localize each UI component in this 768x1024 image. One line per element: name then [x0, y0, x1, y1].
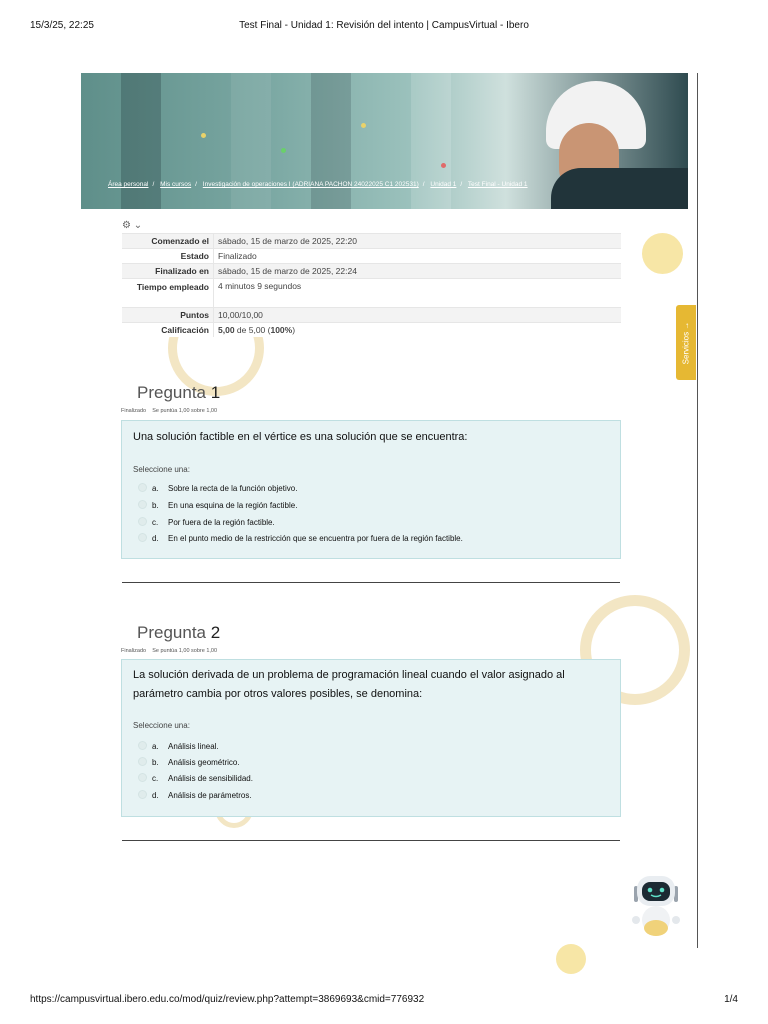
question-text: La solución derivada de un problema de programación lineal cuando el valor asignado al parámetro cambia por otros valores posibles, se denomina:: [133, 669, 565, 700]
summary-value: Finalizado: [214, 249, 622, 264]
answer-option[interactable]: a. Análisis lineal.: [138, 741, 219, 751]
summary-row: [122, 308, 621, 323]
chatbot-robot-icon[interactable]: [630, 872, 682, 940]
page-edge-line: [697, 73, 698, 948]
settings-menu[interactable]: [122, 220, 142, 231]
grade-percent: 100%: [270, 325, 293, 335]
radio-button[interactable]: [138, 533, 147, 542]
answer-option[interactable]: b. Análisis geométrico.: [138, 757, 240, 767]
breadcrumb: Área personal / Mis cursos / Investigación de operaciones I (ADRIANA PACHON 24022025 C1 202531) / Unidad 1 / Test Final - Unidad 1: [108, 181, 528, 188]
decorative-circle: [556, 944, 586, 974]
services-label: Servicios →: [681, 321, 691, 364]
radio-button[interactable]: [138, 500, 147, 509]
answer-option[interactable]: b. En una esquina de la región factible.: [138, 500, 297, 510]
summary-value: 4 minutos 9 segundos: [214, 279, 622, 308]
summary-value: sábado, 15 de marzo de 2025, 22:24: [214, 264, 622, 279]
question-1-box: [121, 420, 621, 559]
answer-option[interactable]: c. Por fuera de la región factible.: [138, 517, 275, 527]
question-divider: [122, 840, 620, 841]
answer-option[interactable]: d. Análisis de parámetros.: [138, 790, 252, 800]
answer-option[interactable]: d. En el punto medio de la restricción que se encuentra por fuera de la región factible.: [138, 533, 463, 543]
summary-value: 5,00 de 5,00 (100%): [214, 323, 622, 338]
answer-option[interactable]: a. Sobre la recta de la función objetivo.: [138, 483, 297, 493]
breadcrumb-link-unidad[interactable]: Unidad 1: [430, 181, 457, 188]
answer-option[interactable]: c. Análisis de sensibilidad.: [138, 773, 253, 783]
print-header: [0, 20, 768, 34]
summary-value: sábado, 15 de marzo de 2025, 22:20: [214, 234, 622, 249]
question-prompt: Seleccione una:: [133, 721, 190, 730]
print-page-title: Test Final - Unidad 1: Revisión del intento | CampusVirtual - Ibero: [239, 20, 529, 31]
radio-button[interactable]: [138, 517, 147, 526]
summary-value: 10,00/10,00: [214, 308, 622, 323]
question-text: Una solución factible en el vértice es una solución que se encuentra:: [133, 431, 468, 443]
question-divider: [122, 582, 620, 583]
summary-label: Puntos: [122, 308, 214, 323]
breadcrumb-link-area-personal[interactable]: Área personal: [108, 181, 149, 188]
chevron-down-icon: ⌄: [133, 220, 143, 231]
question-prompt: Seleccione una:: [133, 465, 190, 474]
summary-row: [122, 323, 621, 338]
breadcrumb-link-mis-cursos[interactable]: Mis cursos: [160, 181, 192, 188]
question-1-info: [121, 408, 217, 414]
summary-row: [122, 279, 621, 308]
question-score: Se puntúa 1,00 sobre 1,00: [152, 408, 218, 414]
radio-button[interactable]: [138, 483, 147, 492]
print-page-number: 1/4: [724, 994, 738, 1005]
radio-button[interactable]: [138, 773, 147, 782]
course-banner: [81, 73, 688, 209]
summary-label: Finalizado en: [122, 264, 214, 279]
radio-button[interactable]: [138, 741, 147, 750]
question-status: Finalizado: [121, 648, 147, 654]
attempt-summary-table: [122, 233, 621, 337]
breadcrumb-link-test[interactable]: Test Final - Unidad 1: [467, 181, 528, 188]
question-2-box: [121, 659, 621, 817]
question-2-info: [121, 648, 217, 654]
grade-value: 5,00: [218, 325, 235, 335]
summary-row: [122, 264, 621, 279]
summary-row: [122, 234, 621, 249]
question-score: Se puntúa 1,00 sobre 1,00: [152, 648, 218, 654]
summary-label: Comenzado el: [122, 234, 214, 249]
breadcrumb-link-course[interactable]: Investigación de operaciones I (ADRIANA PACHON 24022025 C1 202531): [202, 181, 419, 188]
radio-button[interactable]: [138, 757, 147, 766]
question-1-title: Pregunta 1: [137, 383, 221, 402]
summary-row: [122, 249, 621, 264]
question-status: Finalizado: [121, 408, 147, 414]
radio-button[interactable]: [138, 790, 147, 799]
services-tab[interactable]: [676, 305, 696, 380]
gear-icon: ⚙: [122, 220, 131, 231]
summary-label: Estado: [122, 249, 214, 264]
question-2-title: Pregunta 2: [137, 623, 221, 642]
print-url: https://campusvirtual.ibero.edu.co/mod/quiz/review.php?attempt=3869693&cmid=776932: [30, 994, 425, 1005]
summary-label: Tiempo empleado: [122, 279, 214, 308]
summary-label: Calificación: [122, 323, 214, 338]
decorative-circle: [642, 233, 683, 274]
print-datetime: 15/3/25, 22:25: [30, 20, 94, 31]
